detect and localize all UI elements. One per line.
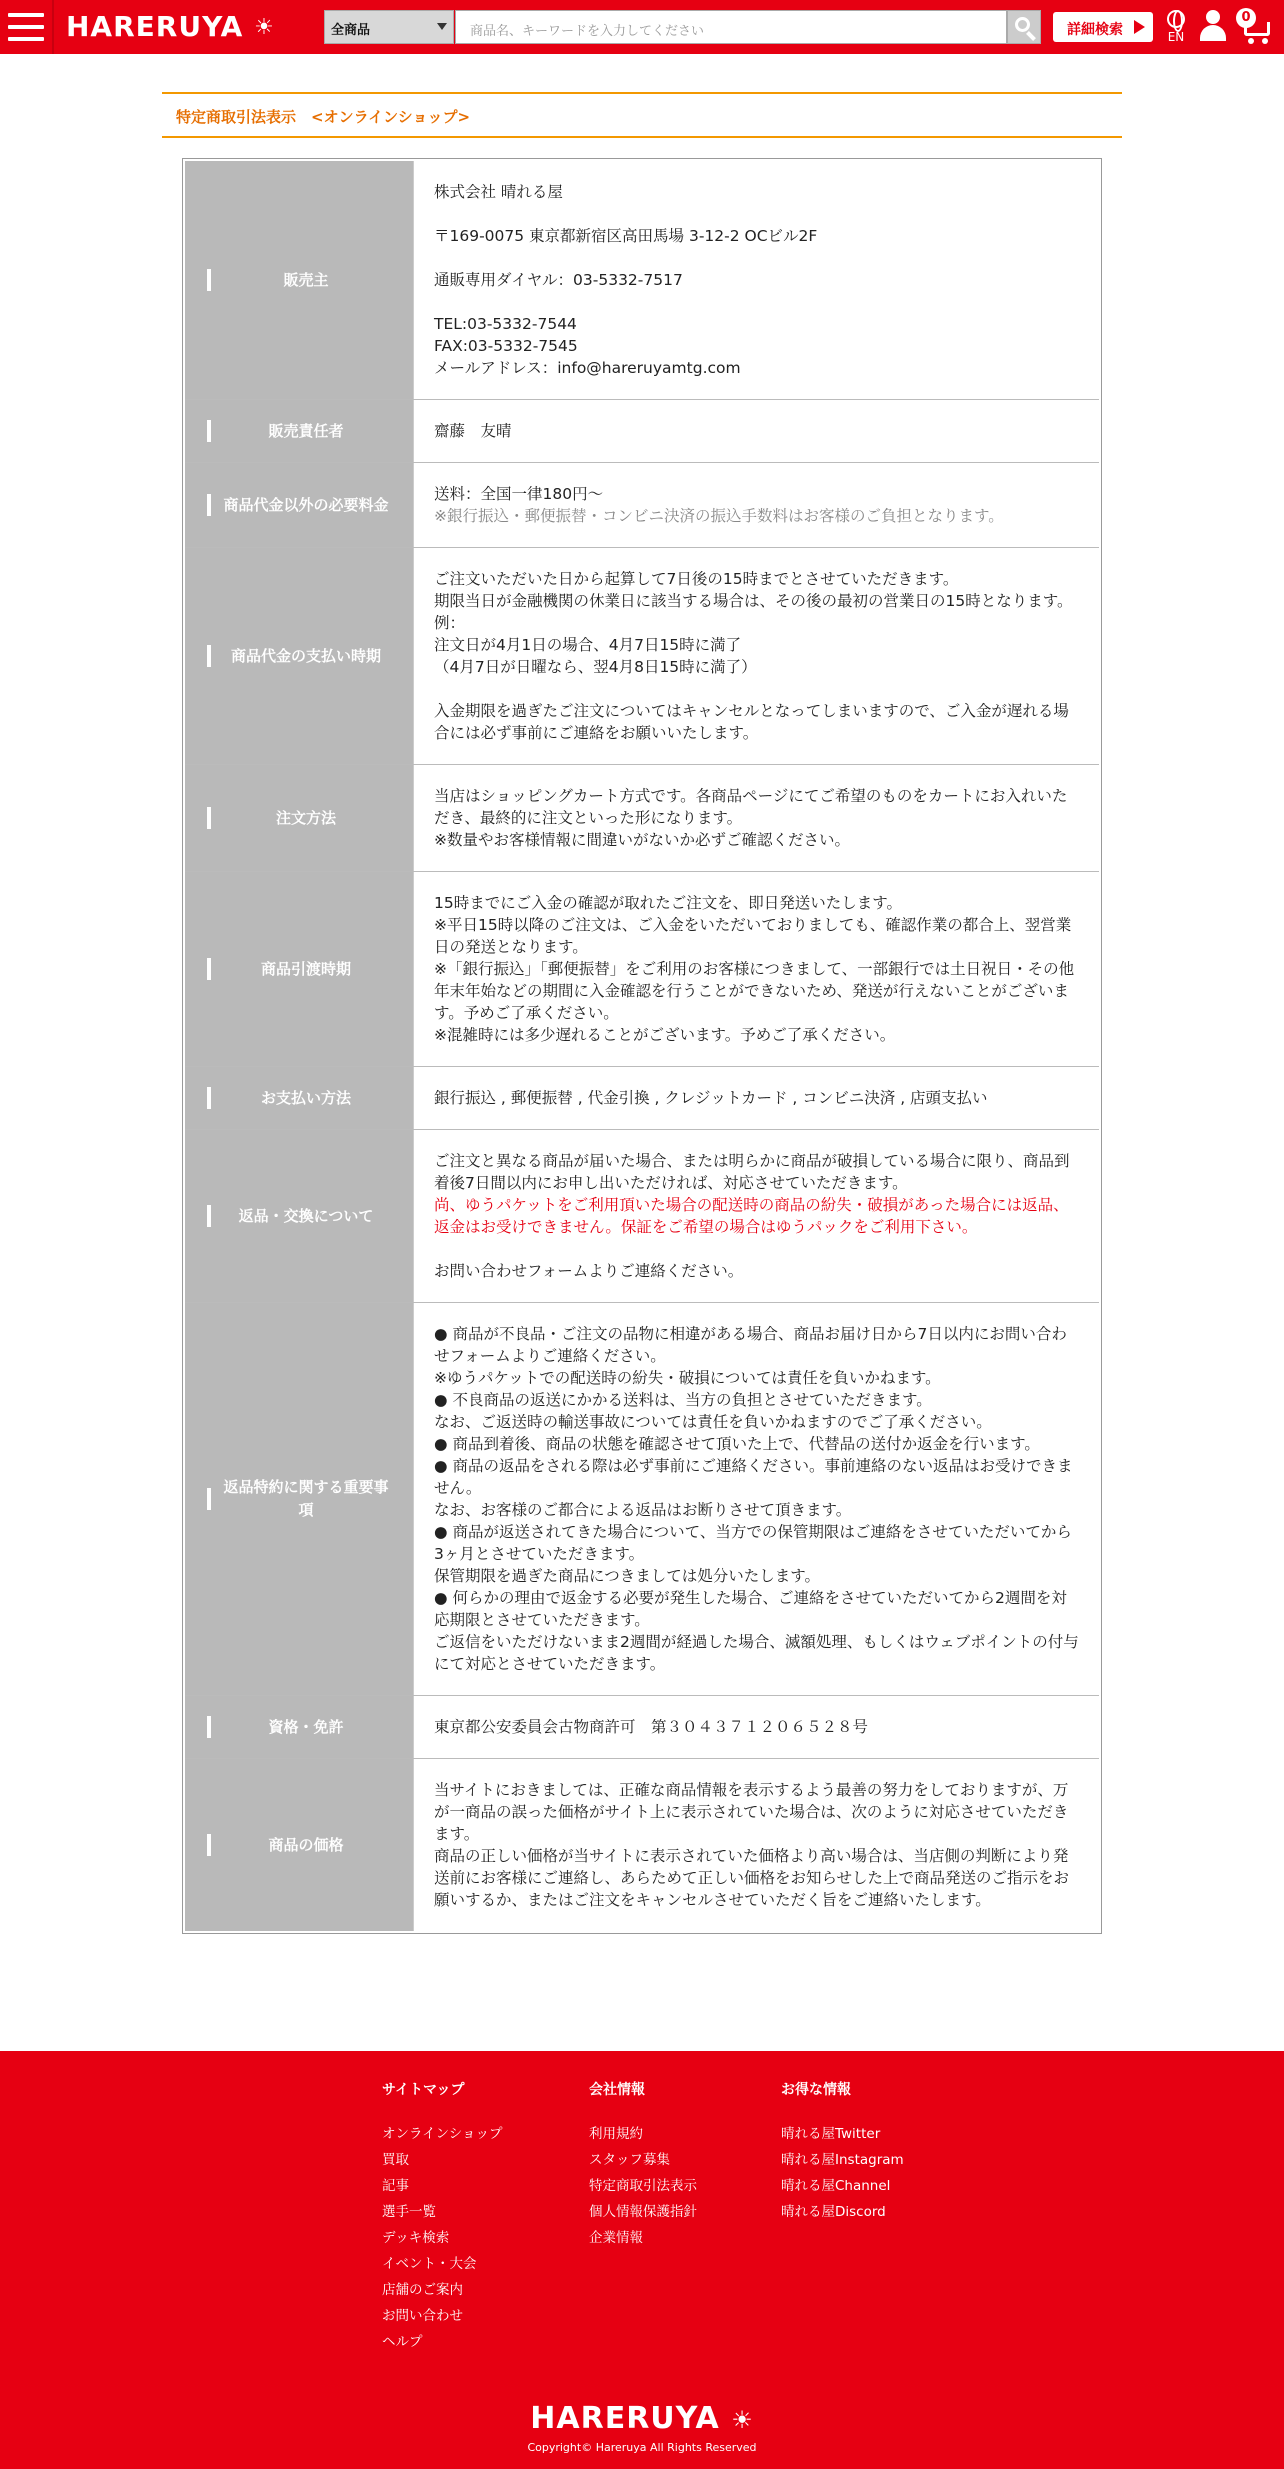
row-value-line: お問い合わせフォームよりご連絡ください。 (434, 1262, 744, 1280)
row-label: 商品代金の支払い時期 (185, 548, 414, 764)
row-value-line: 通販専用ダイヤル：03-5332-7517 (434, 271, 683, 289)
row-value-line: 銀行振込 , 郵便振替 , 代金引換 , クレジットカード , コンビニ決済 , 店頭支払い (434, 1089, 988, 1107)
chevron-down-icon (437, 23, 447, 30)
footer-heading: 会社情報 (589, 2082, 645, 2098)
header (0, 0, 1284, 54)
row-label: 商品の価格 (185, 1759, 414, 1931)
footer-link[interactable]: 企業情報 (589, 2230, 643, 2246)
row-value-line: 商品の正しい価格が当サイトに表示されていた価格より高い場合は、当店側の判断により発送前にお客様にご連絡し、あらためて正しい価格をお知らせした上で商品発送のご指示をお願いするか、またはご注文をキャンセルさせていただく旨をご連絡いたします。 (434, 1847, 1070, 1909)
footer-link[interactable]: 選手一覧 (382, 2204, 436, 2220)
table-row (185, 1303, 1099, 1696)
row-value-line: なお、ご返送時の輸送事故については責任を負いかねますのでご了承ください。 (434, 1413, 992, 1431)
row-value-line: ● 商品が不良品・ご注文の品物に相違がある場合、商品お届け日から7日以内にお問い合わせフォームよりご連絡ください。 (434, 1325, 1067, 1365)
footer-link[interactable]: 買取 (382, 2152, 409, 2168)
row-value (414, 1759, 1099, 1931)
row-label: 返品特約に関する重要事項 (185, 1303, 414, 1695)
advanced-search-button[interactable] (1053, 12, 1153, 42)
row-value-line (434, 247, 1079, 269)
row-value-line: 株式会社 晴れる屋 (434, 183, 563, 201)
row-value (414, 1696, 1099, 1758)
user-icon-head (1206, 10, 1220, 24)
search-button[interactable] (1007, 10, 1041, 44)
footer-link[interactable]: 利用規約 (589, 2126, 643, 2142)
logo[interactable] (66, 12, 275, 43)
cart-wheel (1248, 38, 1254, 44)
row-value-line: ● 商品の返品をされる際は必ず事前にご連絡ください。事前連絡のない返品はお受けできません。 (434, 1457, 1073, 1497)
row-label: 販売主 (185, 161, 414, 399)
footer-link[interactable]: 晴れる屋Discord (781, 2204, 886, 2220)
header-divider (52, 0, 54, 54)
row-value (414, 161, 1099, 399)
row-value (414, 1303, 1099, 1695)
row-value-line: なお、お客様のご都合による返品はお断りさせて頂きます。 (434, 1501, 852, 1519)
row-value-line: ※混雑時には多少遅れることがございます。予めご了承ください。 (434, 1026, 896, 1044)
row-value (414, 400, 1099, 462)
footer-link[interactable]: オンラインショップ (382, 2126, 503, 2142)
table-row (185, 872, 1099, 1067)
row-value-line: 当店はショッピングカート方式です。各商品ページにてご希望のものをカートにお入れいただき、最終的に注文といった形になります。 (434, 787, 1068, 827)
row-value-line (434, 1238, 1079, 1260)
row-value (414, 548, 1099, 764)
search-icon (1015, 17, 1030, 32)
table-row (185, 1130, 1099, 1303)
hamburger-menu-icon[interactable] (8, 13, 44, 41)
row-value-line: 送料：全国一律180円～ (434, 485, 604, 503)
row-value-line: ご注文いただいた日から起算して7日後の15時までとさせていただきます。 (434, 570, 959, 588)
row-value-line: 期限当日が金融機関の休業日に該当する場合は、その後の最初の営業日の15時となります。 (434, 592, 1073, 610)
row-value-line: 〒169-0075 東京都新宿区高田馬場 3-12-2 OCビル2F (434, 227, 818, 245)
row-label: 商品引渡時期 (185, 872, 414, 1066)
footer-company (589, 2079, 697, 2251)
category-select[interactable] (324, 10, 454, 44)
search-input[interactable] (455, 10, 1007, 44)
row-value (414, 463, 1099, 547)
footer-link[interactable]: 個人情報保護指針 (589, 2204, 697, 2220)
cart-wheel (1262, 38, 1268, 44)
row-value-line (434, 203, 1079, 225)
table-row (185, 463, 1099, 548)
row-value-line: ご注文と異なる商品が届いた場合、または明らかに商品が破損している場合に限り、商品到着後7日間以内にお申し出いただければ、対応させていただきます。 (434, 1152, 1070, 1192)
row-label: 注文方法 (185, 765, 414, 871)
search-placeholder: 商品名、キーワードを入力してください (470, 24, 705, 39)
legal-info-table (182, 158, 1102, 1934)
globe-icon (1167, 10, 1185, 28)
footer-link[interactable]: イベント・大会 (382, 2256, 477, 2272)
sun-icon: ☀ (731, 2406, 754, 2434)
footer-link[interactable]: 店舗のご案内 (382, 2282, 463, 2298)
row-value-line: ※「銀行振込」「郵便振替」をご利用のお客様につきまして、一部銀行では土日祝日・その他年末年始などの期間に入金確認を行うことができないため、発送が行えないことがございます。予めご了承ください。 (434, 960, 1075, 1022)
row-value-line (434, 678, 1079, 700)
advanced-search-label: 詳細検索 (1067, 22, 1123, 38)
category-selected: 全商品 (331, 23, 371, 38)
row-value-line: ● 不良商品の返送にかかる送料は、当方の負担とさせていただきます。 (434, 1391, 932, 1409)
footer-link[interactable]: 晴れる屋Instagram (781, 2152, 904, 2168)
row-value-line: ● 商品到着後、商品の状態を確認させて頂いた上で、代替品の送付か返金を行います。 (434, 1435, 1040, 1453)
footer-logo[interactable] (0, 2401, 1284, 2436)
play-arrow-icon (1134, 20, 1145, 34)
row-label: お支払い方法 (185, 1067, 414, 1129)
table-row (185, 1696, 1099, 1759)
footer-deals (781, 2079, 904, 2225)
row-value (414, 872, 1099, 1066)
row-value-line: FAX:03-5332-7545 (434, 337, 578, 355)
row-value-line: ● 何らかの理由で返金する必要が発生した場合、ご連絡をさせていただいてから2週間を対応期限とさせていただきます。 (434, 1589, 1067, 1629)
logo-text: HARERUYA (66, 10, 244, 43)
footer-heading: サイトマップ (382, 2082, 465, 2098)
row-value-line: ※平日15時以降のご注文は、ご入金をいただいておりましても、確認作業の都合上、翌営業日の発送となります。 (434, 916, 1072, 956)
footer (0, 2051, 1284, 2469)
footer-link[interactable]: スタッフ募集 (589, 2152, 670, 2168)
row-value-line: 注文日が4月1日の場合、4月7日15時に満了 (434, 636, 742, 654)
language-switch[interactable] (1165, 10, 1187, 44)
row-value-line: ※ゆうパケットでの配送時の紛失・破損については責任を負いかねます。 (434, 1369, 941, 1387)
row-value (414, 1067, 1099, 1129)
table-row (185, 1067, 1099, 1130)
row-value-line: 例： (434, 614, 466, 632)
footer-logo-text: HARERUYA (530, 2401, 720, 2436)
row-value-line: ● 商品が返送されてきた場合について、当方での保管期限はご連絡をさせていただいてから3ヶ月とさせていただきます。 (434, 1523, 1072, 1563)
copyright: Copyright© Hareruya All Rights Reserved (527, 2441, 757, 2454)
footer-sitemap (382, 2079, 503, 2355)
row-value-line: 入金期限を過ぎたご注文についてはキャンセルとなってしまいますので、ご入金が遅れる場合には必ず事前にご連絡をお願いいたします。 (434, 702, 1069, 742)
cart-count-badge: 0 (1236, 8, 1256, 28)
row-value-line: 当サイトにおきましては、正確な商品情報を表示するよう最善の努力をしておりますが、万が一商品の誤った価格がサイト上に表示されていた場合は、次のように対応させていただきます。 (434, 1781, 1069, 1843)
row-label: 返品・交換について (185, 1130, 414, 1302)
user-icon[interactable] (1198, 10, 1228, 44)
search-icon-handle (1026, 31, 1036, 41)
row-value-line: メールアドレス：info@hareruyamtg.com (434, 359, 741, 377)
table-row (185, 400, 1099, 463)
footer-heading: お得な情報 (781, 2082, 851, 2098)
footer-link[interactable]: 特定商取引法表示 (589, 2178, 697, 2194)
row-value (414, 765, 1099, 871)
row-value-line: ご返信をいただけないまま2週間が経過した場合、滅額処理、もしくはウェブポイントの付与にて対応とさせていただきます。 (434, 1633, 1079, 1673)
table-row (185, 765, 1099, 872)
footer-link[interactable]: ヘルプ (382, 2334, 423, 2350)
language-label: EN (1167, 30, 1185, 44)
footer-link[interactable]: お問い合わせ (382, 2308, 463, 2324)
user-icon-body (1200, 25, 1226, 41)
row-label: 資格・免許 (185, 1696, 414, 1758)
table-row (185, 161, 1099, 400)
row-value-line: 齋藤 友晴 (434, 422, 512, 440)
row-value-line: 尚、ゆうパケットをご利用頂いた場合の配送時の商品の紛失・破損があった場合には返品、返金はお受けできません。保証をご希望の場合はゆうパックをご利用下さい。 (434, 1196, 1069, 1236)
page-title: 特定商取引法表示 <オンラインショップ> (162, 92, 1122, 138)
footer-link[interactable]: デッキ検索 (382, 2230, 450, 2246)
sun-icon: ☀ (254, 15, 275, 40)
footer-link[interactable]: 晴れる屋Channel (781, 2178, 891, 2194)
row-value (414, 1130, 1099, 1302)
row-value-line: TEL:03-5332-7544 (434, 315, 577, 333)
row-value-line (434, 291, 1079, 313)
row-value-line: ※銀行振込・郵便振替・コンビニ決済の振込手数料はお客様のご負担となります。 (434, 507, 1004, 525)
footer-link[interactable]: 晴れる屋Twitter (781, 2126, 881, 2142)
table-row (185, 548, 1099, 765)
row-value-line: ※数量やお客様情報に間違いがないか必ずご確認ください。 (434, 831, 850, 849)
row-label: 販売責任者 (185, 400, 414, 462)
cart-icon[interactable] (1236, 8, 1276, 46)
row-value-line: 東京都公安委員会古物商許可 第３０４３７１２０６５２８号 (434, 1718, 869, 1736)
row-value-line: 保管期限を過ぎた商品につきましては処分いたします。 (434, 1567, 820, 1585)
footer-link[interactable]: 記事 (382, 2178, 409, 2194)
row-value-line: （4月7日が日曜なら、翌4月8日15時に満了） (434, 658, 757, 676)
row-value-line: 15時までにご入金の確認が取れたご注文を、即日発送いたします。 (434, 894, 902, 912)
row-label: 商品代金以外の必要料金 (185, 463, 414, 547)
table-row (185, 1759, 1099, 1931)
